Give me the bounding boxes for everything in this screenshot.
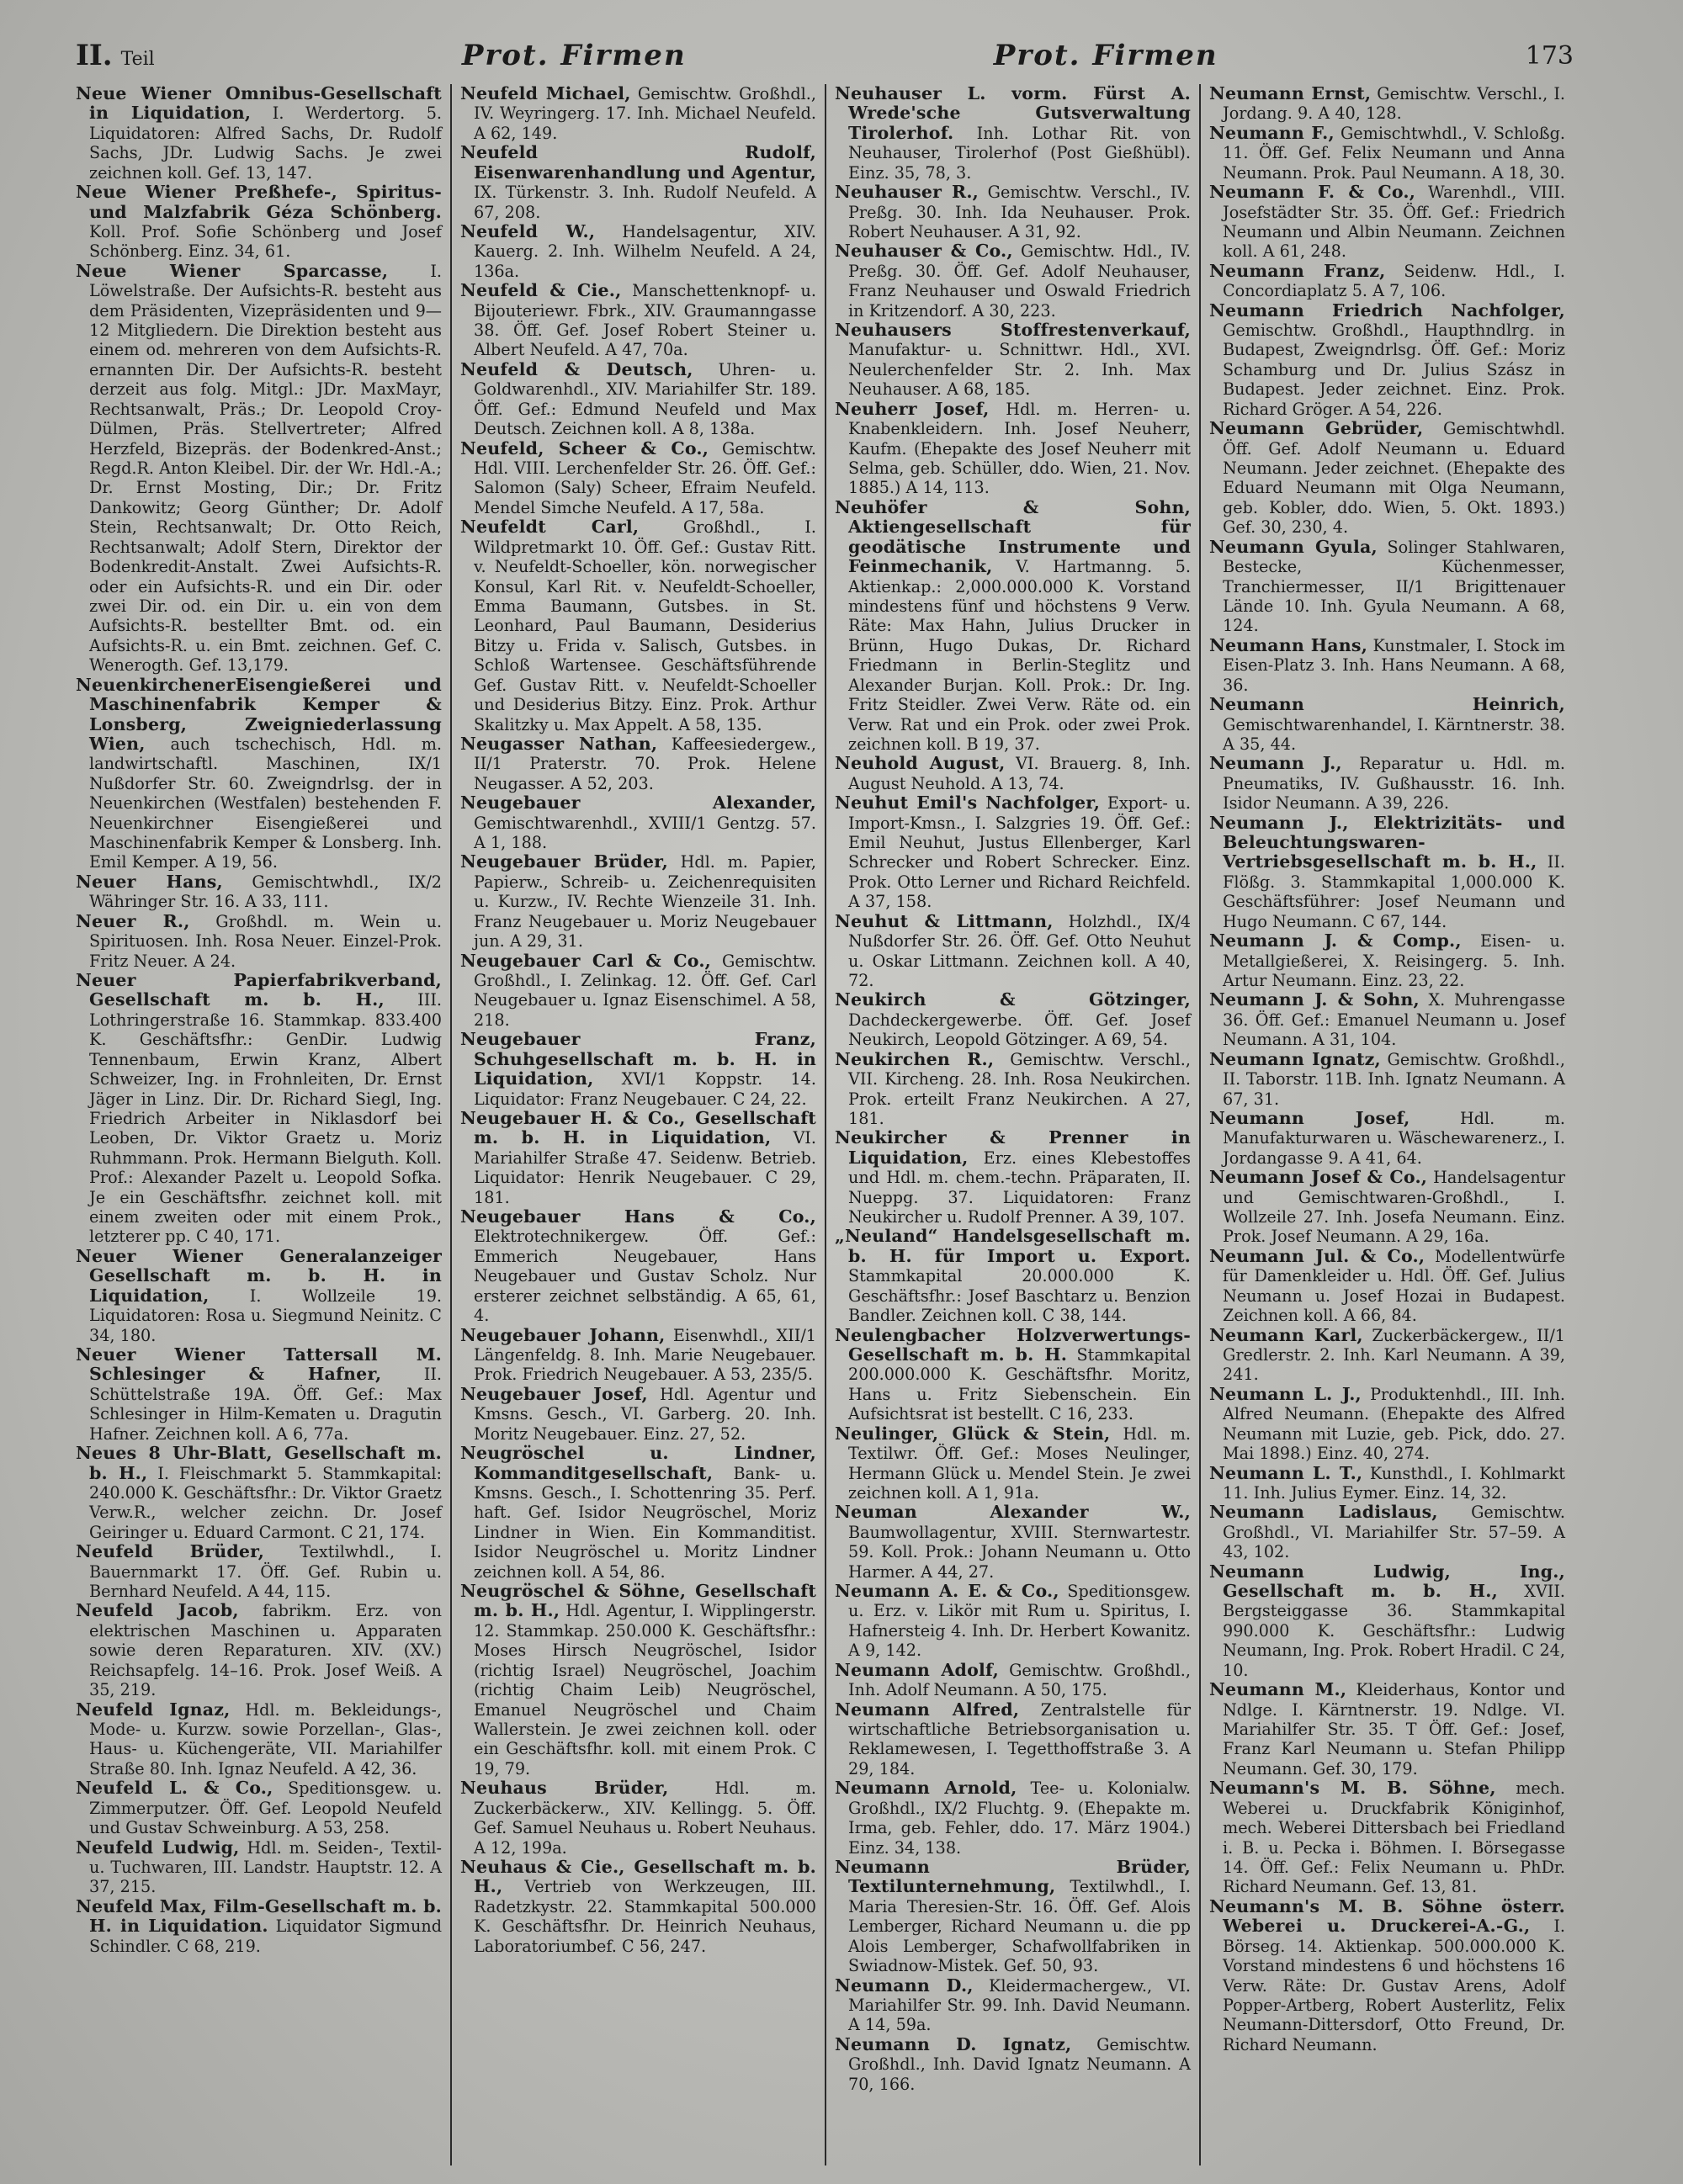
page-number: 173 (1525, 40, 1574, 71)
entry-details: Hdl. m. Zuckerbäckerw., XIV. Kellingg. 5. Öff. Gef. Samuel Neuhaus u. Robert Neuhaus. A 12, 199a. (474, 1778, 817, 1858)
entry-details: Textilwhdl., I. Maria Theresien-Str. 16. Öff. Gef. Alois Lemberger, Richard Neumann u. die pp Alois Lemberger, Schafwollfabriken in Swiadnow-Mistek. Gef. 50, 93. (848, 1877, 1191, 1976)
entry-details: Hdl. m. Bekleidungs-, Mode- u. Kurzw. sowie Porzellan-, Glas-, Haus- u. Küchengeräte, VII. Mariahilfer Straße 80. Inh. Ignaz Neufeld. A 42, 36. (89, 1699, 442, 1778)
directory-entry (835, 1128, 1191, 1227)
firm-name: Neugebauer Hans & Co., (460, 1206, 816, 1227)
directory-entry (460, 1207, 816, 1326)
firm-name: Neufeld & Deutsch, (460, 358, 693, 379)
entry-details: Export- u. Import-Kmsn., I. Salzgries 19. Öff. Gef.: Emil Neuhut, Justus Ellenberger, Karl Schrecker und Robert Schrecker. Einz. Prok. Otto Lerner und Richard Reichfeld. A 37, 158. (848, 793, 1192, 912)
firm-name: Neufeld Ludwig, (76, 1837, 240, 1858)
entry-details: Gemischtw. Großhdl., Inh. Adolf Neumann. A 50, 175. (848, 1660, 1191, 1700)
firm-name: Neukirchen R., (835, 1048, 995, 1069)
entry-details: Speditionsgew. u. Erz. v. Likör mit Rum u. Spiritus, I. Hafnersteig 4. Inh. Dr. Herbert Kowanitz. A 9, 142. (848, 1582, 1191, 1661)
directory-entry (76, 84, 442, 183)
firm-name: Neumann J. & Comp., (1209, 930, 1462, 952)
entry-details: Kleiderhaus, Kontor und Ndlge. I. Kärntnerstr. 19. Ndlge. VI. Mariahilfer Str. 35. T Öff. Gef.: Josef, Franz Karl Neumann u. Stefan Philipp Neumann. Gef. 30, 179. (1223, 1680, 1565, 1778)
directory-entry (460, 143, 816, 222)
entry-details: Solinger Stahlwaren, Bestecke, Küchenmesser, Tranchiermesser, II/1 Brigittenauer Lände 10. Inh. Gyula Neumann. A 68, 124. (1223, 537, 1565, 636)
directory-entry (835, 498, 1191, 754)
firm-name: Neuhauser L. vorm. Fürst A. Wrede'sche Gutsverwaltung Tirolerhof. (835, 84, 1191, 143)
entry-details: Großhdl. m. Wein u. Spirituosen. Inh. Rosa Neuer. Einzel-Prok. Fritz Neuer. A 24. (89, 911, 442, 971)
entry-details: XVII. Bergsteiggasse 36. Stammkapital 990.000 K. Geschäftsfhr.: Ludwig Neumann, Ing. Prok. Robert Hradil. C 24, 10. (1223, 1582, 1566, 1680)
directory-entry (835, 183, 1191, 241)
directory-entry (76, 1601, 442, 1699)
directory-entry (76, 1345, 442, 1444)
firm-name: Neue Wiener Sparcasse, (76, 260, 389, 281)
entry-details: Manufaktur- u. Schnittwr. Hdl., XVI. Neulerchenfelder Str. 2. Inh. Max Neuhauser. A 68, 185. (848, 340, 1191, 400)
firm-name: Neugebauer Johann, (460, 1324, 666, 1345)
entry-details: Großhdl., I. Wildpretmarkt 10. Öff. Gef.: Gustav Ritt. v. Neufeldt-Schoeller, kön. norwegischer Konsul, Karl Rit. v. Neufeldt-Schoeller, Emma Baumann, Gutsbes. in St. Leonhard, Paul Baumann, Desiderius Bitzy u. Frida v. Salisch, Gutsbes. in Schloß Wartensee. Geschäftsführende Gef. Gustav Ritt. v. Neufeldt-Schoeller und Desiderius Bitzy. Einz. Prok. Arthur Skalitzky u. Max Appelt. A 58, 135. (474, 517, 816, 734)
entry-details: Elektrotechnikergew. Öff. Gef.: Emmerich Neugebauer, Hans Neugebauer und Gustav Scholz. Nur ersterer zeichnet selbständig. A 65, 61, 4. (474, 1227, 816, 1326)
firm-name: Neuhauser & Co., (835, 241, 1013, 262)
entry-details: Gemischtw. Großhdl., VI. Mariahilfer Str. 57–59. A 43, 102. (1223, 1503, 1565, 1562)
entry-details: Handelsagentur und Gemischtwaren-Großhdl., I. Wollzeile 27. Inh. Josefa Neumann. Einz. Prok. Josef Neumann. A 29, 16a. (1223, 1168, 1565, 1247)
directory-entry (835, 84, 1191, 183)
entry-details: Warenhdl., VIII. Josefstädter Str. 35. Öff. Gef.: Friedrich Neumann und Albin Neumann. Zeichnen koll. A 61, 248. (1223, 183, 1565, 262)
part-word: Teil (120, 49, 155, 70)
firm-name: Neumann Karl, (1209, 1324, 1363, 1345)
firm-name: Neufeld Rudolf, Eisenwarenhandlung und Agentur, (460, 142, 816, 183)
firm-name: Neufeld Ignaz, (76, 1699, 231, 1720)
directory-entry (460, 517, 816, 734)
entry-details: Kaffeesiedergew., II/1 Praterstr. 70. Prok. Helene Neugasser. A 52, 203. (474, 734, 816, 793)
entry-details: Gemischtw. Großhdl., Haupthndlrg. in Budapest, Zweigndrlsg. Öff. Gef.: Moriz Schamburg und Dr. Julius Szász in Budapest. Jeder zeichnet. Einz. Prok. Richard Gröger. A 54, 226. (1223, 321, 1565, 419)
firm-name: Neumann Gebrüder, (1209, 418, 1424, 439)
directory-entry (460, 952, 816, 1031)
firm-name: Neuer Wiener Generalanzeiger Gesellschaft m. b. H. in Liquidation, (76, 1245, 442, 1306)
directory-entry (460, 1778, 816, 1858)
page-header (76, 30, 1574, 81)
firm-name: Neukircher & Prenner in Liquidation, (835, 1127, 1191, 1168)
firm-name: Neuman Alexander W., (835, 1502, 1191, 1523)
column-3 (825, 84, 1199, 2165)
entry-details: Stammkapital 200.000.000 K. Geschäftsfhr. Moritz, Hans u. Fritz Siebenschein. Ein Aufsichtsrat ist bestellt. C 16, 233. (848, 1345, 1191, 1424)
entry-details: Gemischtw. Großhdl., I. Zelinkag. 12. Öff. Gef. Carl Neugebauer u. Ignaz Eisenschimel. A 58, 218. (474, 951, 816, 1030)
entry-details: Vertrieb von Werkzeugen, III. Radetzkystr. 22. Stammkapital 500.000 K. Geschäftsfhr. Dr. Heinrich Neuhaus, Laboratoriumbef. C 56, 247. (474, 1877, 816, 1956)
directory-entry (1209, 1326, 1565, 1385)
entry-details: X. Muhrengasse 36. Öff. Gef.: Emanuel Neumann u. Josef Neumann. A 31, 104. (1223, 990, 1565, 1050)
entry-details: I. Fleischmarkt 5. Stammkapital: 240.000 K. Geschäftsfhr.: Dr. Viktor Graetz Verw.R., welcher zeichn. Dr. Josef Geiringer u. Eduard Carmont. C 21, 174. (89, 1463, 442, 1542)
entry-details: Modellentwürfe für Damenkleider u. Hdl. Öff. Gef. Julius Neumann u. Josef Hozai in Budapest. Zeichnen koll. A 66, 84. (1223, 1246, 1566, 1326)
directory-entry (76, 872, 442, 912)
directory-entry (835, 1661, 1191, 1700)
directory-entry (1209, 1168, 1565, 1247)
firm-name: Neufeld W., (460, 220, 596, 241)
entry-details: Uhren- u. Goldwarenhdl., XIV. Mariahilfer Str. 189. Öff. Gef.: Edmund Neufeld und Max Deutsch. Zeichnen koll. A 8, 138a. (474, 359, 816, 439)
firm-name: Neumann Hans, (1209, 634, 1368, 655)
entry-details: Holzhdl., IX/4 Nußdorfer Str. 26. Öff. Gef. Otto Neuhut u. Oskar Littmann. Zeichnen koll. A 40, 72. (848, 911, 1191, 990)
firm-name: Neufeld & Cie., (460, 280, 622, 301)
directory-entry (1209, 1778, 1565, 1897)
firm-name: Neugasser Nathan, (460, 733, 658, 754)
firm-name: Neugebauer Franz, Schuhgesellschaft m. b. H. in Liquidation, (460, 1029, 816, 1089)
firm-name: Neuer Hans, (76, 871, 223, 892)
directory-entry (835, 1700, 1191, 1779)
firm-name: „Neuland“ Handelsgesellschaft m. b. H. für Import u. Export. (835, 1226, 1191, 1266)
directory-entry (460, 1385, 816, 1444)
directory-entry (835, 1976, 1191, 2035)
entry-details: Gemischtw. Großhdl., II. Taborstr. 11B. Inh. Ignatz Neumann. A 67, 31. (1223, 1049, 1565, 1109)
firm-name: Neugebauer H. & Co., Gesellschaft m. b. H. in Liquidation, (460, 1107, 816, 1148)
directory-entry (460, 793, 816, 852)
directory-entry (835, 1227, 1191, 1325)
firm-name: Neumann Josef, (1209, 1107, 1410, 1128)
entry-details: Hdl. m. Manufakturwaren u. Wäschewarenerz., I. Jordangasse 9. A 41, 64. (1223, 1108, 1565, 1168)
entry-details: Gemischtw. Verschl., IV. Preßg. 30. Inh. Ida Neuhauser. Prok. Robert Neuhauser. A 31, 92. (848, 183, 1191, 241)
directory-entry (835, 990, 1191, 1049)
firm-name: Neufeld Brüder, (76, 1541, 265, 1562)
directory-entry (460, 360, 816, 439)
firm-name: Neuhut & Littmann, (835, 910, 1054, 931)
firm-name: Neufeld Max, Film-Gesellschaft m. b. H. in Liquidation. (76, 1895, 442, 1937)
firm-name: Neumann Brüder, Textilunternehmung, (835, 1856, 1191, 1897)
firm-name: Neulengbacher Holzverwertungs-Gesellschaft m. b. H. (835, 1324, 1191, 1365)
directory-entry (1209, 814, 1565, 932)
directory-entry (460, 281, 816, 360)
firm-name: Neumann Franz, (1209, 260, 1386, 281)
directory-entry (1209, 695, 1565, 754)
directory-entry (1209, 1897, 1565, 2054)
directory-entry (835, 1050, 1191, 1129)
directory-entry (1209, 1109, 1565, 1168)
entry-details: Hdl. m. Seiden-, Textil- u. Tuchwaren, III. Landstr. Hauptstr. 12. A 37, 215. (89, 1837, 442, 1897)
running-title-left: Prot. Firmen (461, 39, 687, 72)
firm-name: Neulinger, Glück & Stein, (835, 1423, 1111, 1444)
entry-details: Hdl. m. Herren- u. Knabenkleidern. Inh. Josef Neuherr, Kaufm. (Ehepakte des Josef Neuherr mit Selma, geb. Schüller, ddo. Wien, 21. Nov. 1885.) A 14, 113. (848, 399, 1192, 498)
entry-details: Kunstmaler, I. Stock im Eisen-Platz 3. Inh. Hans Neumann. A 68, 36. (1223, 635, 1565, 695)
entry-details: Hdl. Agentur und Kmsns. Gesch., VI. Garberg. 20. Inh. Moritz Neugebauer. Einz. 27, 52. (474, 1384, 817, 1444)
firm-name: Neumann L. T., (1209, 1462, 1363, 1483)
directory-entry (1209, 931, 1565, 990)
entry-details: auch tschechisch, Hdl. m. landwirtschaftl. Maschinen, IX/1 Nußdorfer Str. 60. Zweigndrlsg. der in Neuenkirchen (Westfalen) bestehenden F. Neuenkirchner Eisengießerei und Maschinenfabrik Kemper & Lonsberg. Inh. Emil Kemper. A 19, 56. (89, 734, 442, 872)
entry-details: Dachdeckergewerbe. Öff. Gef. Josef Neukirch, Leopold Götzinger. A 69, 54. (848, 1010, 1191, 1050)
directory-entry (460, 1109, 816, 1207)
directory-entry (835, 400, 1191, 498)
column-1 (76, 84, 450, 2165)
firm-name: Neuhut Emil's Nachfolger, (835, 792, 1101, 814)
directory-entry (835, 1503, 1191, 1582)
entry-details: fabrikm. Erz. von elektrischen Maschinen u. Apparaten sowie deren Reparaturen. XIV. (XV.) Reichsapfelg. 14–16. Prok. Josef Weiß. A 35, 219. (89, 1601, 442, 1700)
directory-entry (76, 1247, 442, 1345)
directory-entry (76, 676, 442, 872)
directory-entry (835, 2035, 1191, 2094)
directory-entry (460, 1582, 816, 1778)
firm-name: Neumann A. E. & Co., (835, 1581, 1059, 1602)
directory-entry (835, 793, 1191, 912)
directory-entry (76, 262, 442, 676)
directory-entry (1209, 754, 1565, 813)
entry-details: Gemischtw. Verschl., VII. Kircheng. 28. Inh. Rosa Neukirchen. Prok. erteilt Franz Neukirchen. A 27, 181. (848, 1049, 1192, 1128)
firm-name: Neumann Ernst, (1209, 84, 1372, 103)
directory-entry (835, 1778, 1191, 1858)
entry-details: Gemischtwhdl., IX/2 Währinger Str. 16. A 33, 111. (89, 872, 443, 912)
firm-name: Neuhöfer & Sohn, Aktiengesellschaft für geodätische Instrumente und Feinmechanik, (835, 496, 1191, 577)
entry-details: Hdl. m. Papier, Papierw., Schreib- u. Zeichenrequisiten u. Kurzw., IV. Rechte Wienzeile 31. Inh. Franz Neugebauer u. Moriz Neugebauer jun. A 29, 31. (474, 852, 816, 952)
entry-details: Produktenhdl., III. Inh. Alfred Neumann. (Ehepakte des Alfred Neumann mit Luzie, geb. Pick, ddo. 27. Mai 1898.) Einz. 40, 274. (1223, 1384, 1565, 1464)
directory-entry (835, 1424, 1191, 1503)
firm-name: Neufeld L. & Co., (76, 1778, 273, 1799)
firm-name: Neumann Arnold, (835, 1778, 1017, 1799)
firm-name: Neumann Alfred, (835, 1699, 1020, 1720)
firm-name: Neumann Heinrich, (1209, 694, 1565, 715)
entry-details: Erz. eines Klebestoffes und Hdl. m. chem.-techn. Präparaten, II. Nueppg. 37. Liquidatoren: Franz Neukircher u. Rudolf Prenner. A 39, 107. (848, 1148, 1191, 1227)
firm-name: Neumann's M. B. Söhne, (1209, 1778, 1496, 1799)
entry-details: I. Börseg. 14. Aktienkap. 500.000.000 K. Vorstand mindestens 6 und höchstens 16 Verw. Räte: Dr. Gustav Arens, Adolf Popper-Artberg, Robert Austerlitz, Felix Neumann-Dittersdorf, Otto Freund, Dr. Richard Neumann. (1223, 1916, 1565, 2054)
directory-entry (460, 1444, 816, 1582)
firm-name: Neuhaus Brüder, (460, 1778, 669, 1799)
firm-name: Neuer R., (76, 910, 190, 931)
entry-details: III. Lothringerstraße 16. Stammkap. 833.400 K. Geschäftsfhr.: GenDir. Ludwig Tennenbaum, Erwin Kranz, Albert Schweizer, Ing. in Frohnleiten, Dr. Ernst Jäger in Linz. Dir. Dr. Richard Siegl, Ing. Friedrich Arbeiter in Niklasdorf bei Leoben, Dr. Viktor Graetz u. Moriz Ruhmmann. Prok. Hermann Bielguth. Koll. Prof.: Alexander Pazelt u. Leopold Sofka. Je ein Geschäftsfhr. zeichnet koll. mit einem zweiten oder mit einem Prok., letzterer pp. C 40, 171. (89, 990, 443, 1247)
entry-details: Baumwollagentur, XVIII. Sternwartestr. 59. Koll. Prok.: Johann Neumann u. Otto Harmer. A 44, 27. (848, 1522, 1191, 1582)
entry-details: Reparatur u. Hdl. m. Pneumatiks, IV. Gußhausstr. 16. Inh. Isidor Neumann. A 39, 226. (1223, 754, 1565, 814)
directory-entry (460, 222, 816, 281)
directory-entry (460, 852, 816, 951)
firm-name: Neumann D. Ignatz, (835, 2033, 1072, 2054)
firm-name: Neufeldt Carl, (460, 517, 640, 538)
firm-name: Neukirch & Götzinger, (835, 989, 1191, 1010)
firm-name: Neumann Ignatz, (1209, 1048, 1381, 1069)
directory-entry (1209, 1562, 1565, 1681)
entry-details: XVI/1 Koppstr. 14. Liquidator: Franz Neugebauer. C 24, 22. (474, 1069, 816, 1109)
directory-entry (1209, 1050, 1565, 1109)
entry-details: Gemischtwarenhdl., XVIII/1 Gentzg. 57. A 1, 188. (474, 813, 816, 853)
directory-entry (460, 439, 816, 518)
entry-details: II. Flößg. 3. Stammkapital 1,000.000 K. Geschäftsführer: Josef Neumann und Hugo Neumann. C 67, 144. (1223, 852, 1565, 931)
firm-name: Neuhaus & Cie., Gesellschaft m. b. H., (460, 1856, 816, 1897)
firm-name: Neumann Josef & Co., (1209, 1167, 1428, 1188)
directory-entry (460, 1326, 816, 1385)
directory-entry (1209, 636, 1565, 695)
entry-details: Kunsthdl., I. Kohlmarkt 11. Inh. Julius Eymer. Einz. 14, 32. (1223, 1463, 1565, 1503)
directory-entry (835, 1858, 1191, 1976)
entry-details: Gemischtwhdl., V. Schloßg. 11. Öff. Gef. Felix Neumann und Anna Neumann. Prok. Paul Neumann. A 18, 30. (1223, 123, 1566, 183)
entry-details: Tee- u. Kolonialw. Großhdl., IX/2 Fluchtg. 9. (Ehepakte m. Irma, geb. Fehler, ddo. 17. März 1904.) Einz. 34, 138. (848, 1778, 1191, 1858)
directory-entry (835, 321, 1191, 400)
entry-details: Gemischtw. Großhdl., IV. Weyringerg. 17. Inh. Michael Neufeld. A 62, 149. (474, 84, 816, 143)
entry-details: Eisenwhdl., XII/1 Längenfeldg. 8. Inh. Marie Neugebauer. Prok. Friedrich Neugebauer. A 53, 235/5. (474, 1325, 816, 1385)
directory-entry (460, 1858, 816, 1956)
firm-name: Neuherr Josef, (835, 398, 990, 419)
entry-details: Hdl. Agentur, I. Wipplingerstr. 12. Stammkap. 250.000 K. Geschäftsfhr.: Moses Hirsch Neugröschel, Isidor (richtig Israel) Neugröschel, Joachim (richtig Chaim Leib) Neugröschel, Emanuel Neugröschel und Chaim Wallerstein. Je zwei zeichnen koll. oder ein Geschäftsfhr. koll. mit einem Prok. C 19, 79. (474, 1601, 817, 1778)
firm-name: NeuenkirchenerEisengießerei und Maschinenfabrik Kemper & Lonsberg, Zweigniederlassung Wien, (76, 674, 442, 754)
entry-details: VI. Brauerg. 8, Inh. August Neuhold. A 13, 74. (848, 754, 1191, 793)
firm-name: Neumann J. & Sohn, (1209, 989, 1420, 1010)
entry-details: Gemischtwarenhandel, I. Kärntnerstr. 38. A 35, 44. (1223, 714, 1565, 754)
entry-details: mech. Weberei u. Druckfabrik Königinhof, mech. Weberei Dittersbach bei Friedland i. B. u. Pecka i. Böhmen. I. Börsegasse 14. Öff. Gef.: Felix Neumann u. PhDr. Richard Neumann. Gef. 13, 81. (1223, 1778, 1565, 1897)
firm-name: Neumann Ladislaus, (1209, 1502, 1438, 1523)
firm-name: Neufeld, Scheer & Co., (460, 437, 709, 459)
firm-name: Neugebauer Alexander, (460, 792, 816, 814)
entry-details: V. Hartmanng. 5. Aktienkap.: 2,000.000.000 K. Vorstand mindestens fünf und höchstens 9 Verw. Räte: Max Hahn, Julius Drucker in Brünn, Hugo Dukas, Dr. Richard Friedmann in Berlin-Steglitz und Alexander Burjan. Koll. Prok.: Dr. Ing. Fritz Steidler. Zwei Verw. Räte od. ein Verw. Rat und ein Prok. oder zwei Prok. zeichnen koll. B 19, 37. (848, 557, 1191, 754)
entry-details: IX. Türkenstr. 3. Inh. Rudolf Neufeld. A 67, 208. (474, 183, 816, 222)
directory-entry (1209, 1503, 1565, 1561)
entry-details: I. Werdertorg. 5. Liquidatoren: Alfred Sachs, Dr. Rudolf Sachs, JDr. Ludwig Sachs. Je zwei zeichnen koll. Gef. 13, 147. (89, 103, 442, 183)
entry-details: Manschettenknopf- u. Bijouteriewr. Fbrk., XIV. Graumanngasse 38. Öff. Gef. Josef Robert Steiner u. Albert Neufeld. A 47, 70a. (474, 281, 816, 360)
firm-name: Neumann Friedrich Nachfolger, (1209, 300, 1565, 321)
directory-entry (76, 1897, 442, 1956)
entry-details: Bank- u. Kmsns. Gesch., I. Schottenring 35. Perf. haft. Gef. Isidor Neugröschel, Moriz Lindner in Wien. Ein Kommanditist. Isidor Neugröschel u. Moritz Lindner zeichnen koll. A 54, 86. (474, 1463, 816, 1582)
directory-entry (1209, 1464, 1565, 1503)
entry-details: Liquidator Sigmund Schindler. C 68, 219. (89, 1916, 442, 1956)
directory-entry (76, 1778, 442, 1837)
entry-details: VI. Mariahilfer Straße 47. Seidenw. Betrieb. Liquidator: Henrik Neugebauer. C 29, 181. (474, 1128, 816, 1207)
firm-name: Neuhold August, (835, 753, 1006, 774)
entry-details: Handelsagentur, XIV. Kauerg. 2. Inh. Wilhelm Neufeld. A 24, 136a. (474, 221, 817, 281)
part-label (76, 39, 155, 72)
entry-details: Stammkapital 20.000.000 K. Geschäftsfhr.: Josef Baschtarz u. Benzion Bandler. Zeichnen koll. C 38, 144. (848, 1266, 1191, 1326)
directory-entry (1209, 262, 1565, 301)
firm-name: Neugebauer Carl & Co., (460, 950, 712, 971)
directory-entry (76, 1444, 442, 1542)
directory-entry (460, 1030, 816, 1109)
part-number: II. (76, 39, 113, 72)
directory-entry (835, 912, 1191, 991)
directory-entry (835, 241, 1191, 321)
entry-details: Zuckerbäckergew., II/1 Gredlerstr. 2. Inh. Karl Neumann. A 39, 241. (1223, 1325, 1565, 1385)
entry-details: Seidenw. Hdl., I. Concordiaplatz 5. A 7, 106. (1223, 261, 1566, 301)
firm-name: Neuhausers Stoffrestenverkauf, (835, 320, 1191, 341)
entry-details: Gemischtwhdl. Öff. Gef. Adolf Neumann u. Eduard Neumann. Jeder zeichnet. (Ehepakte des Eduard Neumann mit Olga Neumann, geb. Kobler, ddo. Wien, 5. Okt. 1893.) Gef. 30, 230, 4. (1223, 419, 1565, 538)
entry-details: Hdl. m. Textilwr. Öff. Gef.: Moses Neulinger, Hermann Glück u. Mendel Stein. Je zwei zeichnen koll. A 1, 91a. (848, 1423, 1191, 1503)
firm-name: Neue Wiener Preßhefe-, Spiritus- und Malzfabrik Géza Schönberg. (76, 182, 442, 222)
directory-entry (76, 1700, 442, 1779)
firm-name: Neues 8 Uhr-Blatt, Gesellschaft m. b. H., (76, 1443, 442, 1483)
entry-details: I. Wollzeile 19. Liquidatoren: Rosa u. Siegmund Neinitz. C 34, 180. (89, 1285, 442, 1345)
directory-entry (76, 1838, 442, 1897)
directory-entry (1209, 990, 1565, 1049)
directory-entry (835, 754, 1191, 793)
firm-name: Neumann Adolf, (835, 1659, 999, 1680)
directory-entry (1209, 124, 1565, 183)
firm-name: Neumann F. & Co., (1209, 182, 1416, 203)
directory-entry (76, 1542, 442, 1601)
directory-entry (1209, 538, 1565, 636)
firm-name: Neuhauser R., (835, 182, 980, 203)
entry-details: I. Löwelstraße. Der Aufsichts-R. besteht aus dem Präsidenten, Vizepräsidenten und 9—12 Mitgliedern. Die Direktion besteht aus einem od. mehreren von dem Aufsichts-R. ernannten Dir. Der Aufsichts-R. besteht derzeit aus folg. Mitgl.: JDr. MaxMayr, Rechtsanwalt, Präs.; Dr. Leopold Croy-Dülmen, Präs. Stellvertreter; Alfred Herzfeld, Bizepräs. der Bodenkred-Anst.; Regd.R. Anton Kleibel. Dir. der Wr. Hdl.-A.; Dr. Ernst Mosting, Dir.; Dr. Fritz Dankowitz; Georg Günther; Dr. Adolf Stein, Rechtsanwalt; Dr. Otto Reich, Rechtsanwalt; Adolf Stern, Direktor der Bodenkredit-Anstalt. Zwei Aufsichts-R. oder ein Aufsichts-R. und ein Dir. oder zwei Dir. od. ein Dir. u. ein von dem Aufsichts-R. bestellter Bmt. od. ein Aufsichts-R. u. ein Bmt. zeichnen. Gef. C. Wenerogth. Gef. 13,179. (89, 261, 442, 676)
firm-name: Neugebauer Josef, (460, 1383, 648, 1404)
firm-name: Neumann F., (1209, 122, 1335, 143)
directory-entry (76, 912, 442, 971)
firm-name: Neumann D., (835, 1975, 974, 1996)
directory-entry (460, 84, 816, 143)
directory-columns (76, 84, 1574, 2165)
entry-details: Zentralstelle für wirtschaftliche Betriebsorganisation u. Reklamewesen, I. Tegetthoffstraße 3. A 29, 184. (848, 1699, 1192, 1778)
firm-name: Neufeld Michael, (460, 84, 631, 103)
directory-entry (1209, 1385, 1565, 1464)
entry-details: II. Schüttelstraße 19A. Öff. Gef.: Max Schlesinger in Hilm-Kematen u. Dragutin Hafner. Zeichnen koll. A 6, 77a. (89, 1365, 442, 1444)
directory-entry (835, 1582, 1191, 1661)
firm-name: Neue Wiener Omnibus-Gesellschaft in Liquidation, (76, 84, 442, 124)
firm-name: Neumann L. J., (1209, 1383, 1362, 1404)
firm-name: Neugröschel u. Lindner, Kommanditgesellschaft, (460, 1443, 816, 1483)
column-2 (450, 84, 825, 2165)
column-4 (1199, 84, 1574, 2165)
directory-entry (835, 1326, 1191, 1424)
directory-entry (76, 971, 442, 1247)
firm-name: Neumann J., Elektrizitäts- und Beleuchtungswaren-Vertriebsgesellschaft m. b. H., (1209, 812, 1565, 872)
entry-details: Eisen- u. Metallgießerei, X. Reisingerg. 5. Inh. Artur Neumann. Einz. 23, 22. (1223, 931, 1565, 990)
firm-name: Neumann Ludwig, Ing., Gesellschaft m. b. H., (1209, 1561, 1565, 1602)
firm-name: Neumann J., (1209, 753, 1342, 774)
firm-name: Neufeld Jacob, (76, 1600, 239, 1621)
firm-name: Neumann M., (1209, 1679, 1347, 1700)
directory-entry (1209, 419, 1565, 538)
firm-name: Neumann Gyula, (1209, 536, 1378, 557)
firm-name: Neugebauer Brüder, (460, 851, 668, 872)
entry-details: Gemischtw. Verschl., I. Jordang. 9. A 40, 128. (1223, 84, 1566, 124)
entry-details: Gemischtw. Hdl., IV. Preßg. 30. Öff. Gef. Adolf Neuhauser, Franz Neuhauser und Oswald Friedrich in Kritzendorf. A 30, 223. (848, 241, 1191, 321)
entry-details: Speditionsgew. u. Zimmerputzer. Öff. Gef. Leopold Neufeld und Gustav Schweinburg. A 53, 258. (89, 1778, 442, 1838)
firm-name: Neuer Wiener Tattersall M. Schlesinger & Hafner, (76, 1344, 442, 1385)
entry-details: Kleidermachergew., VI. Mariahilfer Str. 99. Inh. David Neumann. A 14, 59a. (848, 1975, 1191, 2035)
firm-name: Neumann Jul. & Co., (1209, 1245, 1426, 1266)
directory-entry (460, 734, 816, 793)
firm-name: Neuer Papierfabrikverband, Gesellschaft m. b. H., (76, 969, 442, 1010)
firm-name: Neumann's M. B. Söhne österr. Weberei u. Druckerei-A.-G., (1209, 1895, 1565, 1937)
entry-details: Koll. Prof. Sofie Schönberg und Josef Schönberg. Einz. 34, 61. (89, 221, 442, 262)
directory-entry (1209, 1247, 1565, 1326)
running-title-right: Prot. Firmen (993, 39, 1218, 72)
directory-entry (76, 183, 442, 262)
directory-entry (1209, 301, 1565, 420)
directory-entry (1209, 84, 1565, 124)
firm-name: Neugröschel & Söhne, Gesellschaft m. b. H., (460, 1581, 816, 1621)
entry-details: Gemischtw. Großhdl., Inh. David Ignatz Neumann. A 70, 166. (848, 2034, 1191, 2094)
entry-details: Inh. Lothar Rit. von Neuhauser, Tirolerhof (Post Gießhübl). Einz. 35, 78, 3. (848, 123, 1191, 183)
directory-entry (1209, 183, 1565, 262)
entry-details: Textilwhdl., I. Bauernmarkt 17. Öff. Gef. Rubin u. Bernhard Neufeld. A 44, 115. (89, 1542, 442, 1602)
directory-entry (1209, 1680, 1565, 1778)
entry-details: Gemischtw. Hdl. VIII. Lerchenfelder Str. 26. Öff. Gef.: Salomon (Saly) Scheer, Efraim Neufeld. Mendel Simche Neufeld. A 17, 58a. (474, 438, 816, 517)
